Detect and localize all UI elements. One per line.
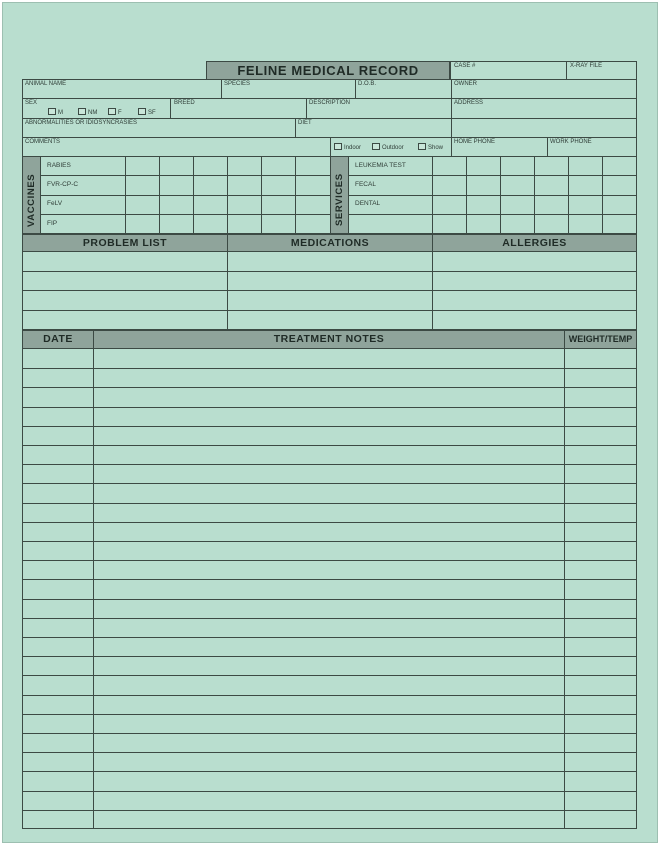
table-row-rule xyxy=(22,445,637,446)
date-column-header: DATE xyxy=(22,330,94,349)
table-row-rule xyxy=(22,618,637,619)
sex-label: SEX xyxy=(25,100,38,106)
table-row-rule xyxy=(22,503,637,504)
abnormalities-label: ABNORMALITIES OR IDIOSYNCRASIES xyxy=(25,120,138,126)
vaccine-rabies: RABIES xyxy=(47,162,71,169)
table-row-rule xyxy=(22,426,637,427)
species-label: SPECIES xyxy=(224,81,251,87)
checkbox-icon xyxy=(138,108,146,115)
table-row-rule xyxy=(22,522,637,523)
form-title: FELINE MEDICAL RECORD xyxy=(206,61,450,80)
table-row-rule xyxy=(22,791,637,792)
location-option-show[interactable]: Show xyxy=(418,143,443,152)
table-row-rule xyxy=(22,695,637,696)
vaccine-fvr-cp-c: FVR-CP-C xyxy=(47,181,79,188)
service-leukemia-test: LEUKEMIA TEST xyxy=(355,162,406,169)
allergies-header: ALLERGIES xyxy=(432,234,637,252)
service-fecal: FECAL xyxy=(355,181,376,188)
table-row-rule xyxy=(22,368,637,369)
xray-file-label: X-RAY FILE xyxy=(570,63,603,69)
work-phone-label: WORK PHONE xyxy=(550,139,592,145)
checkbox-icon xyxy=(48,108,56,115)
breed-label: BREED xyxy=(174,100,195,106)
checkbox-icon xyxy=(372,143,380,150)
case-label: CASE # xyxy=(454,63,476,69)
problem-list-header: PROBLEM LIST xyxy=(22,234,228,252)
services-title: SERVICES xyxy=(334,173,345,226)
location-option-indoor[interactable]: Indoor xyxy=(334,143,361,152)
checkbox-icon xyxy=(108,108,116,115)
table-row-rule xyxy=(22,810,637,811)
table-row-rule xyxy=(22,560,637,561)
treatment-notes-header: TREATMENT NOTES xyxy=(93,330,565,349)
description-label: DESCRIPTION xyxy=(309,100,351,106)
checkbox-icon xyxy=(418,143,426,150)
table-row-rule xyxy=(22,675,637,676)
table-row-rule xyxy=(22,733,637,734)
weight-temp-header: WEIGHT/TEMP xyxy=(564,330,637,349)
table-row-rule xyxy=(22,771,637,772)
table-row-rule xyxy=(22,483,637,484)
vaccine-felv: FeLV xyxy=(47,200,63,207)
address-label: ADDRESS xyxy=(454,100,484,106)
table-row-rule xyxy=(22,407,637,408)
vaccines-title: VACCINES xyxy=(26,173,37,227)
table-row-rule xyxy=(22,464,637,465)
diet-label: DIET xyxy=(298,120,312,126)
table-row-rule xyxy=(22,387,637,388)
vaccine-fip: FIP xyxy=(47,220,58,227)
home-phone-label: HOME PHONE xyxy=(454,139,496,145)
checkbox-icon xyxy=(334,143,342,150)
checkbox-icon xyxy=(78,108,86,115)
sex-option-sf[interactable]: SF xyxy=(138,108,156,117)
table-row-rule xyxy=(22,714,637,715)
table-row-rule xyxy=(22,656,637,657)
table-row-rule xyxy=(22,541,637,542)
table-row-rule xyxy=(22,599,637,600)
owner-label: OWNER xyxy=(454,81,477,87)
table-row-rule xyxy=(22,637,637,638)
medications-header: MEDICATIONS xyxy=(227,234,433,252)
dob-label: D.O.B. xyxy=(358,81,377,87)
service-dental: DENTAL xyxy=(355,200,381,207)
sex-option-f[interactable]: F xyxy=(108,108,122,117)
table-row-rule xyxy=(22,752,637,753)
sex-option-nm[interactable]: NM xyxy=(78,108,97,117)
animal-name-label: ANIMAL NAME xyxy=(25,81,67,87)
table-row-rule xyxy=(22,579,637,580)
sex-option-m[interactable]: M xyxy=(48,108,63,117)
location-option-outdoor[interactable]: Outdoor xyxy=(372,143,404,152)
comments-label: COMMENTS xyxy=(25,139,60,145)
